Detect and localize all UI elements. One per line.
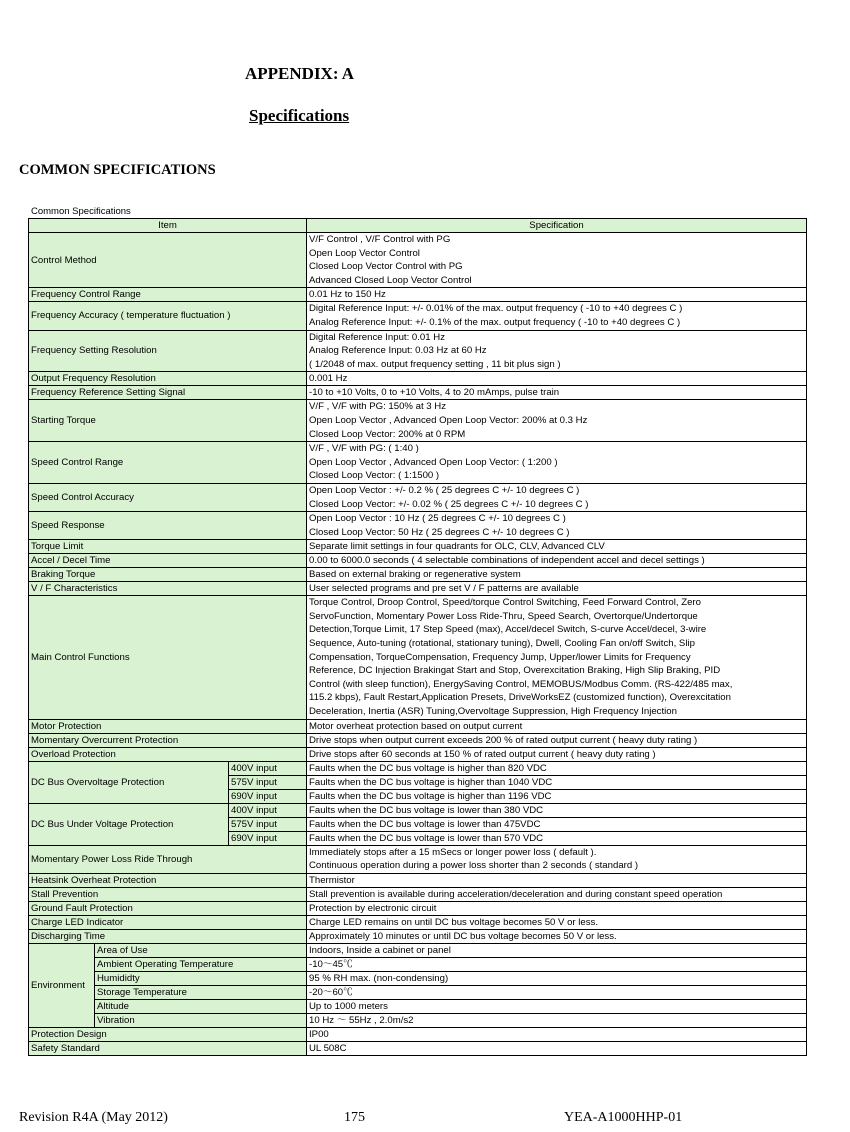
- value-line: Torque Control, Droop Control, Speed/torque Control Switching, Feed Forward Control, Zero: [309, 597, 701, 609]
- row-label: Overload Protection: [29, 747, 307, 761]
- value-line: V/F Control , V/F Control with PG: [309, 234, 451, 245]
- row-value: User selected programs and pre set V / F patterns are available: [307, 582, 807, 596]
- table-row: [29, 1013, 807, 1027]
- value-line: Deceleration, Inertia (ASR) Tuning,Overvoltage Suppression, High Frequency Injection: [309, 706, 677, 718]
- footer-page-number: 175: [344, 1110, 365, 1125]
- table-row: [29, 400, 807, 442]
- value-line: Digital Reference Input: 0.01 Hz: [309, 331, 445, 343]
- row-label: Frequency Reference Setting Signal: [29, 386, 307, 400]
- row-label: Braking Torque: [29, 568, 307, 582]
- value-line: Advanced Closed Loop Vector Control: [309, 274, 472, 286]
- table-row: [29, 803, 807, 817]
- value-line: Closed Loop Vector: 50 Hz ( 25 degrees C +/- 10 degrees C ): [309, 526, 570, 538]
- table-row: [29, 887, 807, 901]
- environment-item-label: Storage Temperature: [95, 985, 307, 999]
- table-row: [29, 915, 807, 929]
- table-row: [29, 845, 807, 873]
- row-value: 10 Hz ～ 55Hz , 2.0m/s2: [307, 1013, 807, 1027]
- table-row: [29, 747, 807, 761]
- row-label: Output Frequency Resolution: [29, 372, 307, 386]
- row-label: Frequency Setting Resolution: [29, 330, 307, 372]
- row-value: [307, 400, 807, 442]
- value-line: Open Loop Vector : 10 Hz ( 25 degrees C +/- 10 degrees C ): [309, 513, 566, 525]
- row-value: [307, 302, 807, 330]
- row-label: Speed Control Range: [29, 442, 307, 484]
- value-line: Digital Reference Input: +/- 0.01% of the max. output frequency ( -10 to +40 degrees C ): [309, 303, 683, 315]
- row-value: 0.01 Hz to 150 Hz: [307, 288, 807, 302]
- column-header-item: Item: [29, 219, 307, 233]
- row-label: Accel / Decel Time: [29, 554, 307, 568]
- table-row: [29, 554, 807, 568]
- row-label: Speed Control Accuracy: [29, 483, 307, 511]
- row-value: Faults when the DC bus voltage is higher than 820 VDC: [307, 761, 807, 775]
- row-value: Faults when the DC bus voltage is higher than 1040 VDC: [307, 775, 807, 789]
- input-voltage-label: 690V input: [229, 789, 307, 803]
- row-value: IP00: [307, 1027, 807, 1041]
- row-value: -20～60℃: [307, 985, 807, 999]
- table-row: [29, 540, 807, 554]
- row-value: [307, 483, 807, 511]
- row-value: Approximately 10 minutes or until DC bus voltage becomes 50 V or less.: [307, 929, 807, 943]
- environment-item-label: Altitude: [95, 999, 307, 1013]
- input-voltage-label: 690V input: [229, 831, 307, 845]
- table-row: [29, 1027, 807, 1041]
- row-label: Starting Torque: [29, 400, 307, 442]
- table-row: [29, 442, 807, 484]
- row-value: Stall prevention is available during acceleration/deceleration and during constant speed operation: [307, 887, 807, 901]
- value-line: Open Loop Vector , Advanced Open Loop Vector: 200% at 0.3 Hz: [309, 414, 588, 426]
- environment-item-label: Area of Use: [95, 943, 307, 957]
- row-label: Environment: [29, 943, 95, 1027]
- row-value: Indoors, Inside a cabinet or panel: [307, 943, 807, 957]
- input-voltage-label: 575V input: [229, 775, 307, 789]
- value-line: V/F , V/F with PG: 150% at 3 Hz: [309, 401, 447, 413]
- row-label: Torque Limit: [29, 540, 307, 554]
- value-line: Open Loop Vector : +/- 0.2 % ( 25 degrees C +/- 10 degrees C ): [309, 484, 580, 496]
- row-label: Stall Prevention: [29, 887, 307, 901]
- row-label: V / F Characteristics: [29, 582, 307, 596]
- value-line: Immediately stops after a 15 mSecs or longer power loss ( default ).: [309, 846, 597, 858]
- row-label: Momentary Power Loss Ride Through: [29, 845, 307, 873]
- value-line: 115.2 kbps), Fault Restart,Application Presets, DriveWorksEZ (customized function), Overexcitation: [309, 692, 731, 704]
- table-row: [29, 719, 807, 733]
- table-row: [29, 943, 807, 957]
- value-line: Closed Loop Vector: +/- 0.02 % ( 25 degrees C +/- 10 degrees C ): [309, 498, 589, 510]
- row-value: Based on external braking or regenerative system: [307, 568, 807, 582]
- page-title: Specifications: [249, 106, 350, 125]
- table-row: [29, 483, 807, 511]
- row-label: Control Method: [29, 233, 307, 288]
- value-line: ServoFunction, Momentary Power Loss Ride-Thru, Speed Search, Overtorque/Undertorque: [309, 610, 698, 622]
- row-label: Motor Protection: [29, 719, 307, 733]
- value-line: Analog Reference Input: +/- 0.1% of the max. output frequency ( -10 to +40 degrees C ): [309, 316, 681, 328]
- table-row: [29, 957, 807, 971]
- value-line: Open Loop Vector , Advanced Open Loop Vector: ( 1:200 ): [309, 456, 558, 468]
- value-line: ( 1/2048 of max. output frequency setting , 11 bit plus sign ): [309, 358, 561, 370]
- value-line: V/F , V/F with PG: ( 1:40 ): [309, 443, 419, 455]
- row-value: [307, 330, 807, 372]
- row-value: [307, 845, 807, 873]
- input-voltage-label: 400V input: [229, 761, 307, 775]
- row-value: [307, 233, 807, 288]
- row-label: Frequency Accuracy ( temperature fluctuation ): [29, 302, 307, 330]
- row-value: Faults when the DC bus voltage is lower than 380 VDC: [307, 803, 807, 817]
- row-label: DC Bus Under Voltage Protection: [29, 803, 229, 845]
- value-line: Detection,Torque Limit, 17 Step Speed (max), Accel/decel Switch, S-curve Accel/decel, 3-wire: [309, 624, 707, 636]
- value-line: Reference, DC Injection Brakingat Start and Stop, Overexcitation Braking, High Slip Braking, PID: [309, 665, 721, 677]
- row-value: Faults when the DC bus voltage is lower than 570 VDC: [307, 831, 807, 845]
- footer-revision: Revision R4A (May 2012): [19, 1110, 168, 1125]
- table-row: [29, 901, 807, 915]
- row-value: 0.001 Hz: [307, 372, 807, 386]
- value-line: Continuous operation during a power loss shorter than 2 seconds ( standard ): [309, 860, 639, 872]
- footer-document-id: YEA-A1000HHP-01: [564, 1110, 683, 1125]
- value-line: Closed Loop Vector: ( 1:1500 ): [309, 470, 440, 482]
- value-line: Open Loop Vector Control: [309, 247, 420, 259]
- table-row: [29, 233, 807, 288]
- table-header-row: [29, 219, 807, 233]
- environment-item-label: Vibration: [95, 1013, 307, 1027]
- row-value: Up to 1000 meters: [307, 999, 807, 1013]
- row-label: Momentary Overcurrent Protection: [29, 733, 307, 747]
- table-row: [29, 971, 807, 985]
- table-caption: Common Specifications: [31, 206, 131, 217]
- row-label: DC Bus Overvoltage Protection: [29, 761, 229, 803]
- appendix-title: APPENDIX: A: [245, 64, 355, 83]
- specifications-table: [28, 218, 807, 1056]
- row-value: Faults when the DC bus voltage is higher than 1196 VDC: [307, 789, 807, 803]
- row-label: Frequency Control Range: [29, 288, 307, 302]
- row-value: 95 % RH max. (non-condensing): [307, 971, 807, 985]
- value-line: Sequence, Auto-tuning (rotational, stationary tuning), Dwell, Cooling Fan on/off Switch, Slip: [309, 638, 695, 650]
- row-value: Separate limit settings in four quadrants for OLC, CLV, Advanced CLV: [307, 540, 807, 554]
- table-row: [29, 761, 807, 775]
- table-row: [29, 512, 807, 540]
- row-value: -10 to +10 Volts, 0 to +10 Volts, 4 to 20 mAmps, pulse train: [307, 386, 807, 400]
- row-label: Protection Design: [29, 1027, 307, 1041]
- value-line: Control (with sleep function), EnergySaving Control, MEMOBUS/Modbus Comm. (RS-422/485 max,: [309, 678, 733, 690]
- row-value: -10～45℃: [307, 957, 807, 971]
- table-row: [29, 999, 807, 1013]
- table-row: [29, 596, 807, 719]
- table-row: [29, 929, 807, 943]
- row-value: Drive stops when output current exceeds 200 % of rated output current ( heavy duty rating ): [307, 733, 807, 747]
- value-line: Closed Loop Vector Control with PG: [309, 261, 463, 273]
- row-value: Protection by electronic circuit: [307, 901, 807, 915]
- table-row: [29, 1041, 807, 1055]
- value-line: Analog Reference Input: 0.03 Hz at 60 Hz: [309, 345, 487, 357]
- input-voltage-label: 575V input: [229, 817, 307, 831]
- value-line: Compensation, TorqueCompensation, Frequency Jump, Upper/lower Limits for Frequency: [309, 651, 691, 663]
- table-row: [29, 302, 807, 330]
- table-row: [29, 330, 807, 372]
- row-value: Charge LED remains on until DC bus voltage becomes 50 V or less.: [307, 915, 807, 929]
- table-row: [29, 582, 807, 596]
- row-value: UL 508C: [307, 1041, 807, 1055]
- row-label: Main Control Functions: [29, 596, 307, 719]
- table-row: [29, 568, 807, 582]
- row-label: Heatsink Overheat Protection: [29, 873, 307, 887]
- table-row: [29, 985, 807, 999]
- table-row: [29, 386, 807, 400]
- row-label: Discharging Time: [29, 929, 307, 943]
- column-header-specification: Specification: [307, 219, 807, 233]
- environment-item-label: Ambient Operating Temperature: [95, 957, 307, 971]
- input-voltage-label: 400V input: [229, 803, 307, 817]
- row-value: Thermistor: [307, 873, 807, 887]
- row-value: Faults when the DC bus voltage is lower than 475VDC: [307, 817, 807, 831]
- value-line: Closed Loop Vector: 200% at 0 RPM: [309, 428, 466, 440]
- row-value: [307, 442, 807, 484]
- table-row: [29, 733, 807, 747]
- row-label: Speed Response: [29, 512, 307, 540]
- row-value: [307, 596, 807, 719]
- table-row: [29, 288, 807, 302]
- row-label: Ground Fault Protection: [29, 901, 307, 915]
- section-heading: COMMON SPECIFICATIONS: [19, 162, 216, 178]
- row-value: 0.00 to 6000.0 seconds ( 4 selectable combinations of independent accel and decel settings ): [307, 554, 807, 568]
- row-label: Safety Standard: [29, 1041, 307, 1055]
- environment-item-label: Humididty: [95, 971, 307, 985]
- row-value: Drive stops after 60 seconds at 150 % of rated output current ( heavy duty rating ): [307, 747, 807, 761]
- row-value: Motor overheat protection based on output current: [307, 719, 807, 733]
- row-label: Charge LED Indicator: [29, 915, 307, 929]
- row-value: [307, 512, 807, 540]
- table-row: [29, 372, 807, 386]
- table-row: [29, 873, 807, 887]
